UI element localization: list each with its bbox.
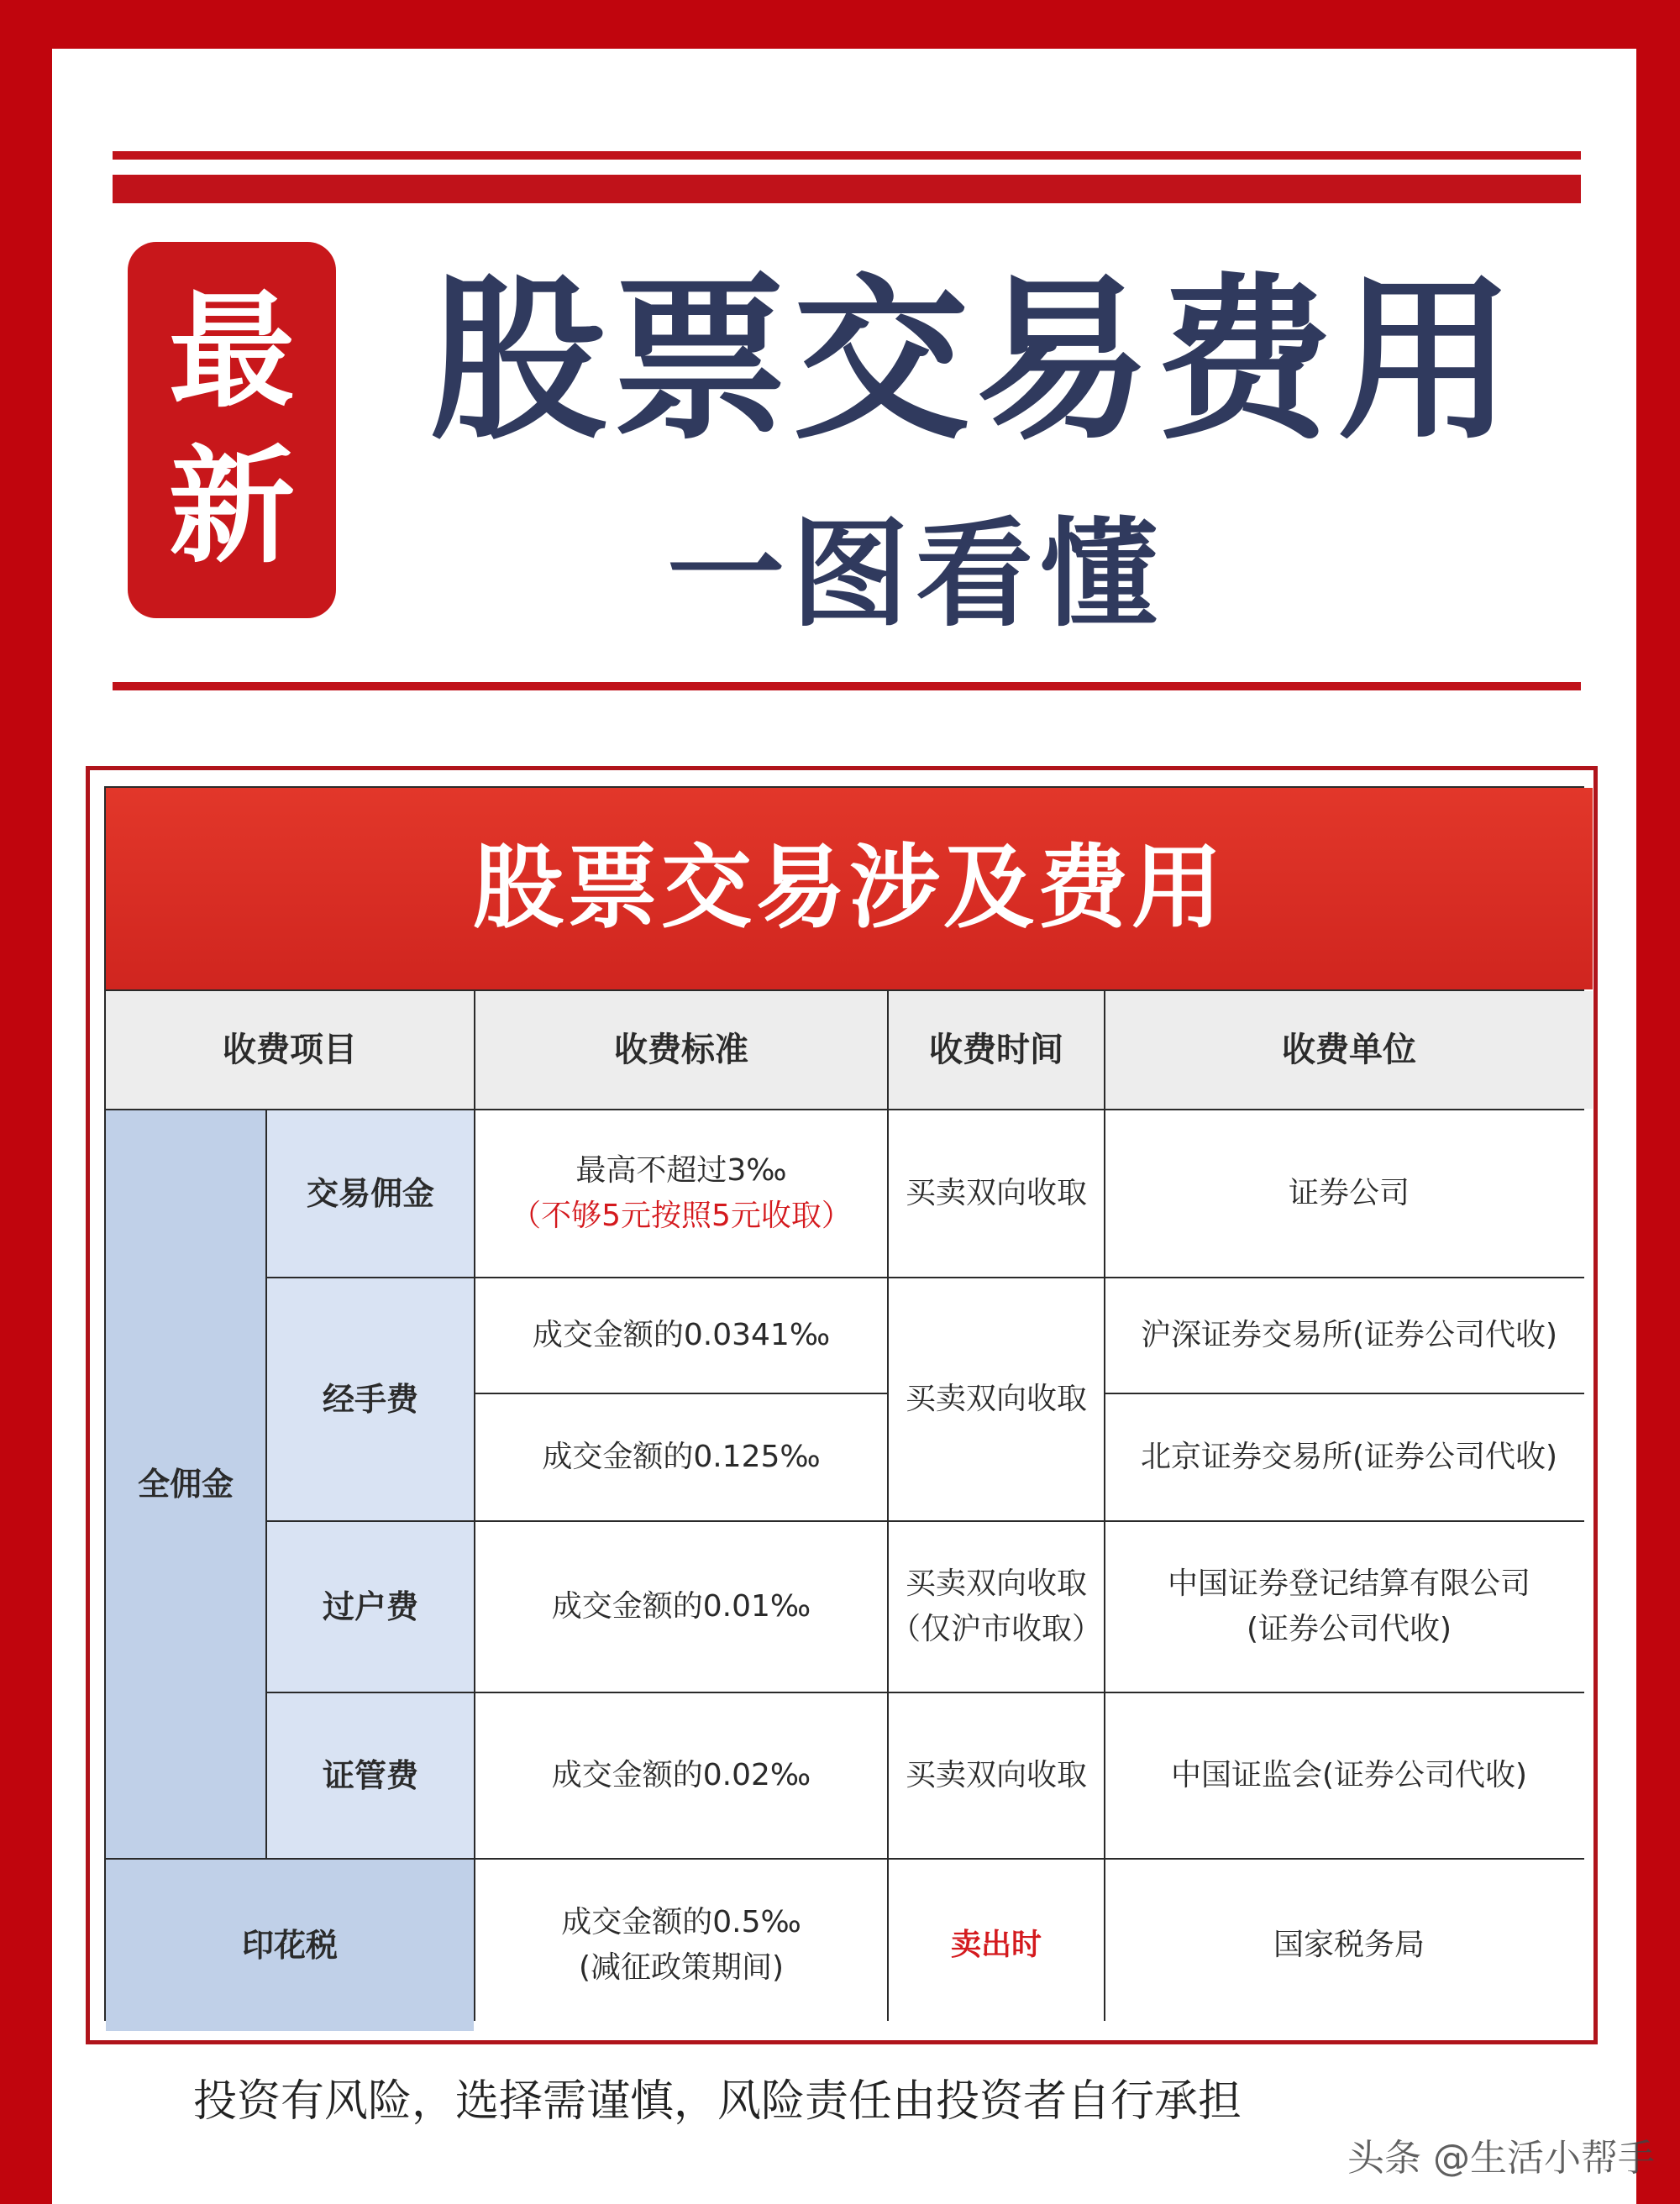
row-regulatory-item: 证管费 — [267, 1693, 474, 1858]
page-title: 股票交易费用 — [429, 258, 1519, 464]
latest-badge — [128, 242, 336, 618]
row-transfer-time — [889, 1522, 1104, 1692]
row-handling-time: 买卖双向收取 — [889, 1278, 1104, 1520]
badge-char-2: 新 — [168, 434, 295, 580]
stamp-standard-line2: (减征政策期间) — [578, 1950, 785, 1985]
transfer-unit-line2: (证券公司代收) — [1246, 1612, 1452, 1646]
row-stamp-item: 印花税 — [106, 1860, 474, 2031]
row-commission-time: 买卖双向收取 — [889, 1110, 1104, 1277]
title-bottom-rule — [113, 682, 1581, 690]
row-stamp-unit: 国家税务局 — [1105, 1860, 1593, 2031]
row-handling-standard-bj: 成交金额的0.125‰ — [475, 1394, 887, 1520]
row-transfer-unit — [1105, 1522, 1593, 1692]
row-handling-standard-sz-sh: 成交金额的0.0341‰ — [475, 1278, 887, 1393]
row-commission-unit: 证券公司 — [1105, 1110, 1593, 1277]
table-title: 股票交易涉及费用 — [106, 788, 1593, 989]
source-watermark: 头条 @生活小帮手 — [1347, 2137, 1655, 2180]
page-subtitle: 一图看懂 — [666, 506, 1164, 643]
header-unit: 收费单位 — [1105, 991, 1593, 1109]
transfer-unit-line1: 中国证券登记结算有限公司 — [1167, 1566, 1530, 1601]
stamp-standard-line1: 成交金额的0.5‰ — [561, 1905, 801, 1939]
badge-char-1: 最 — [168, 279, 295, 425]
risk-disclaimer: 投资有风险，选择需谨慎，风险责任由投资者自行承担 — [193, 2076, 1242, 2127]
transfer-time-line1: 买卖双向收取 — [905, 1566, 1087, 1601]
top-rule-thin — [113, 151, 1581, 160]
row-transfer-item: 过户费 — [267, 1522, 474, 1692]
row-handling-item: 经手费 — [267, 1278, 474, 1520]
commission-standard-note: （不够5元按照5元收取） — [511, 1199, 852, 1233]
top-rule-thick — [113, 175, 1581, 203]
row-stamp-standard — [475, 1860, 887, 2031]
header-time: 收费时间 — [889, 991, 1104, 1109]
row-commission-standard — [475, 1110, 887, 1277]
commission-standard-line1: 最高不超过3‰ — [575, 1153, 787, 1188]
row-stamp-time: 卖出时 — [889, 1860, 1104, 2031]
group-label-full-commission: 全佣金 — [106, 1110, 265, 1858]
row-commission-item: 交易佣金 — [267, 1110, 474, 1277]
header-item: 收费项目 — [106, 991, 474, 1109]
row-handling-unit-sz-sh: 沪深证券交易所(证券公司代收) — [1105, 1278, 1593, 1393]
row-handling-unit-bj: 北京证券交易所(证券公司代收) — [1105, 1394, 1593, 1520]
header-standard: 收费标准 — [475, 991, 887, 1109]
row-regulatory-standard: 成交金额的0.02‰ — [475, 1693, 887, 1858]
row-transfer-standard: 成交金额的0.01‰ — [475, 1522, 887, 1692]
row-regulatory-unit: 中国证监会(证券公司代收) — [1105, 1693, 1593, 1858]
fee-table — [104, 786, 1584, 2021]
transfer-time-line2: （仅沪市收取） — [890, 1612, 1102, 1646]
row-regulatory-time: 买卖双向收取 — [889, 1693, 1104, 1858]
